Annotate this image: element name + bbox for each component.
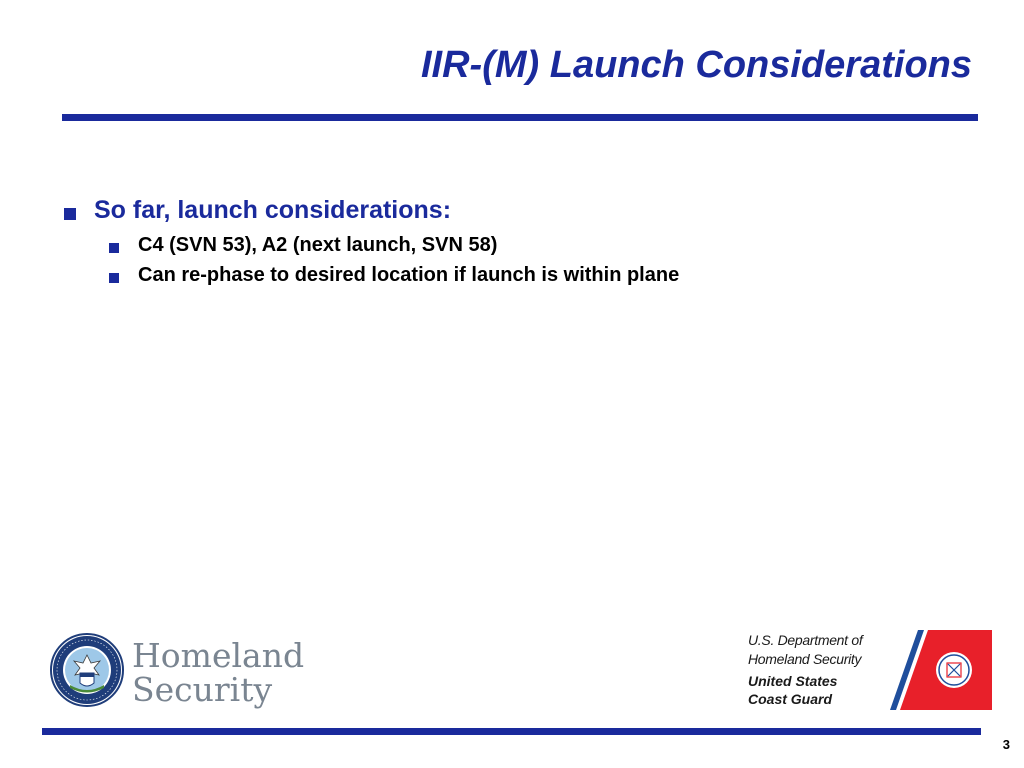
square-bullet-icon bbox=[109, 243, 119, 253]
uscg-name-line: Coast Guard bbox=[748, 691, 833, 707]
dhs-seal-icon bbox=[50, 633, 124, 707]
page-number: 3 bbox=[1002, 737, 1010, 752]
dhs-logo bbox=[50, 633, 310, 713]
uscg-logo bbox=[748, 630, 998, 712]
bullet-text: So far, launch considerations: bbox=[94, 196, 452, 224]
uscg-dept-line: Homeland Security bbox=[748, 651, 862, 667]
coast-guard-stripe-icon bbox=[888, 630, 992, 710]
sub-bullet-text: C4 (SVN 53), A2 (next launch, SVN 58) bbox=[138, 234, 498, 256]
sub-bullet-text: Can re-phase to desired location if launch is within plane bbox=[138, 264, 680, 286]
slide-title: IIR-(M) Launch Considerations bbox=[421, 44, 972, 86]
uscg-name-line: United States bbox=[748, 673, 838, 689]
square-bullet-icon bbox=[64, 208, 76, 220]
square-bullet-icon bbox=[109, 273, 119, 283]
footer-divider bbox=[42, 728, 981, 735]
title-divider bbox=[62, 114, 978, 121]
dhs-wordmark-line: Homeland bbox=[132, 636, 305, 675]
dhs-wordmark-line: Security bbox=[132, 670, 273, 709]
uscg-dept-line: U.S. Department of bbox=[748, 632, 863, 648]
